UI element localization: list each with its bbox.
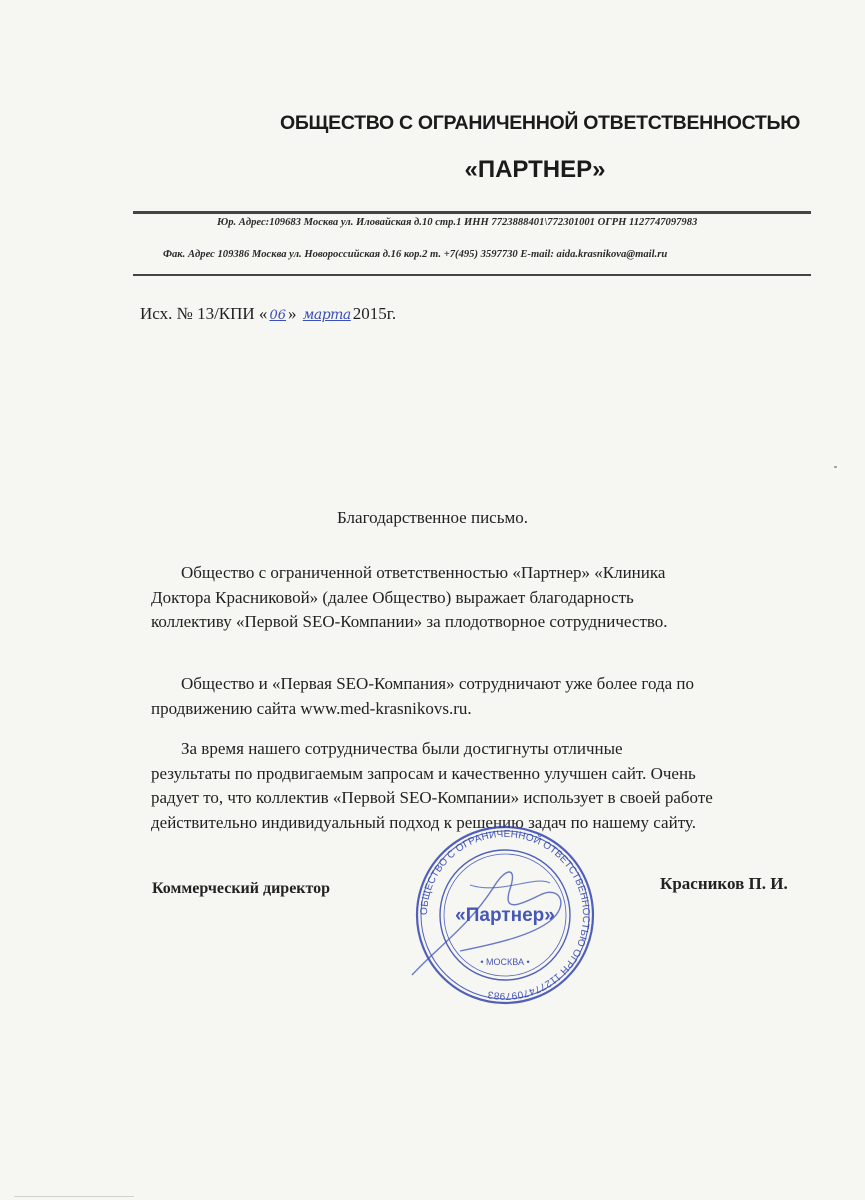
paragraph-line: радует то, что коллектив «Первой SEO-Компании» использует в своей работе	[151, 788, 713, 807]
paragraph-line: За время нашего сотрудничества были достигнуты отличные	[181, 739, 623, 758]
outgoing-reference	[140, 304, 396, 324]
scan-speck	[834, 466, 837, 468]
actual-address: Фак. Адрес 109386 Москва ул. Новороссийская д.16 кор.2 т. +7(495) 3597730 E-mail: aida.krasnikova@mail.ru	[163, 249, 668, 260]
reference-day-handwritten: 06	[269, 308, 286, 323]
reference-month-handwritten: марта	[302, 307, 351, 323]
seal-city-text: • МОСКВА •	[480, 957, 530, 967]
seal-ring-text: ОБЩЕСТВО С ОГРАНИЧЕННОЙ ОТВЕТСТВЕННОСТЬЮ ОГРН 1127747097983	[418, 828, 592, 1002]
paragraph-line: результаты по продвигаемым запросам и качественно улучшен сайт. Очень	[151, 763, 696, 783]
paragraph-line: Доктора Красниковой» (далее Общество) выражает благодарность	[151, 587, 634, 607]
letterhead-rule-bottom	[133, 274, 811, 276]
paragraph-line: коллективу «Первой SEO-Компании» за плодотворное сотрудничество.	[151, 612, 668, 631]
reference-year: 2015г.	[352, 304, 397, 323]
paragraph-line: продвижению сайта www.med-krasnikovs.ru.	[151, 698, 472, 718]
letter-paragraph-3	[151, 737, 811, 835]
paragraph-line: Общество и «Первая SEO-Компания» сотрудничают уже более года по	[181, 674, 695, 693]
signatory-name: Красников П. И.	[660, 874, 788, 893]
seal-center-text: «Партнер»	[455, 905, 555, 926]
paragraph-line: действительно индивидуальный подход к решению задач по нашему сайту.	[151, 812, 696, 832]
letter-heading: Благодарственное письмо.	[337, 508, 528, 527]
paragraph-line: Общество с ограниченной ответственностью «Партнер» «Клиника	[181, 563, 666, 582]
legal-address: Юр. Адрес:109683 Москва ул. Иловайская д.10 стр.1 ИНН 7723888401\772301001 ОГРН 1127747097983	[217, 217, 698, 228]
letterhead-org-name: «ПАРТНЕР»	[464, 156, 606, 183]
signatory-title: Коммерческий директор	[152, 880, 331, 897]
letter-paragraph-1	[151, 561, 811, 635]
letter-paragraph-2	[151, 672, 811, 721]
company-seal-stamp	[400, 825, 610, 1005]
letterhead-org-type: ОБЩЕСТВО С ОГРАНИЧЕННОЙ ОТВЕТСТВЕННОСТЬЮ	[279, 112, 801, 134]
scan-speck	[14, 1196, 134, 1197]
reference-prefix: Исх. № 13/КПИ «	[140, 304, 268, 323]
reference-quote-close: »	[287, 304, 297, 323]
letterhead-rule-top	[133, 211, 811, 214]
